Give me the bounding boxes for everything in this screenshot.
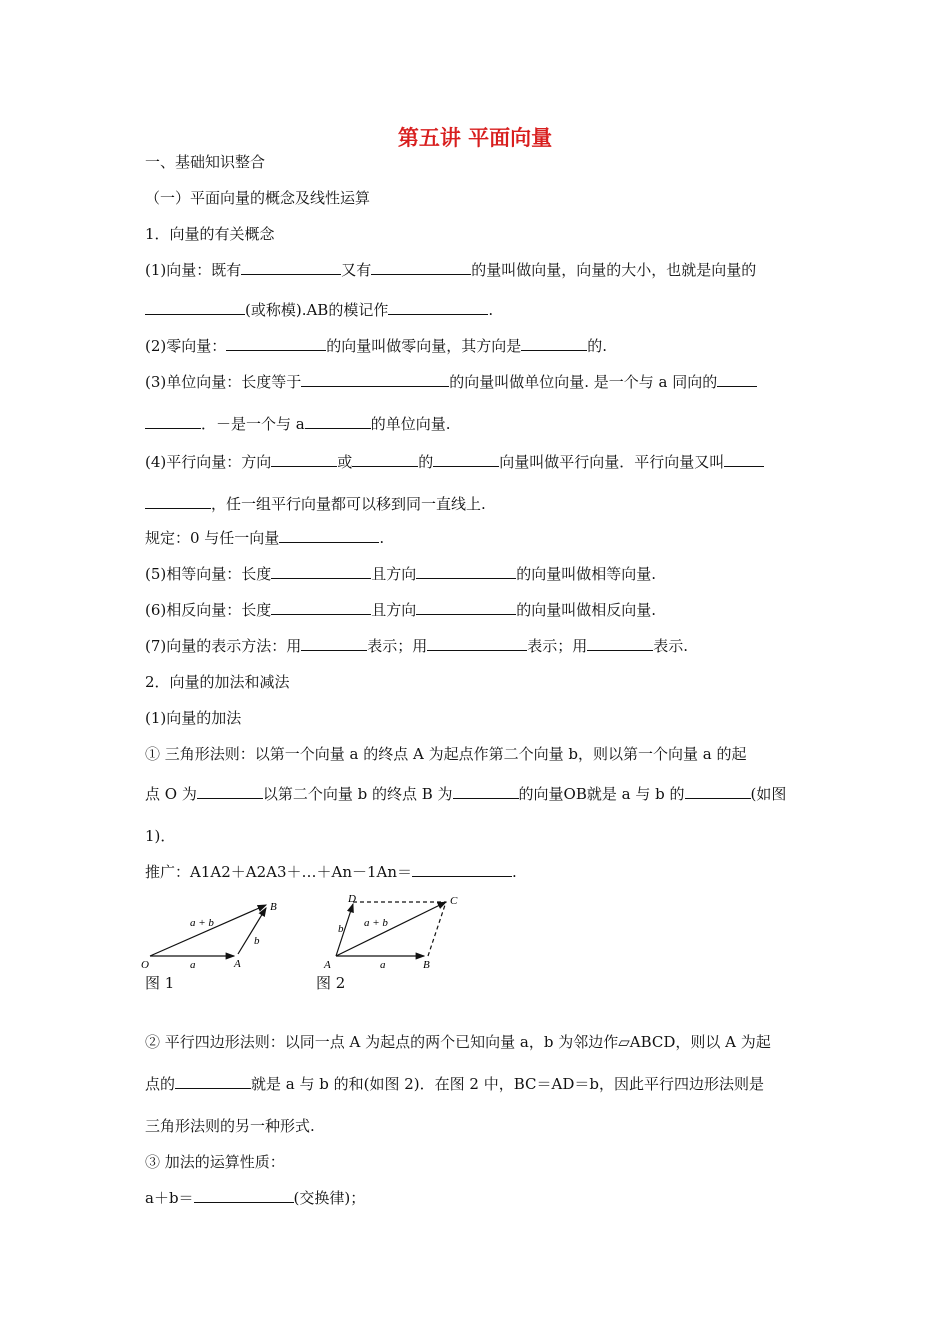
topic-heading (145, 224, 275, 244)
paragraph-triangle-rule (145, 744, 746, 764)
text: (交换律)； (293, 1189, 366, 1207)
paragraph-modulus (145, 300, 493, 320)
text: 规定：0 与任一向量 (145, 529, 280, 547)
paragraph-addition-properties (145, 1152, 285, 1172)
text: ③ 加法的运算性质： (145, 1153, 285, 1171)
text: 的向量叫做单位向量. 是一个与 a 同向的 (449, 373, 718, 391)
topic-heading-text: 2．向量的加法和减法 (145, 673, 290, 691)
vector-b-label: b (338, 923, 344, 935)
fill-blank[interactable] (194, 1188, 294, 1203)
text: 表示；用 (527, 637, 588, 655)
text: (6)相反向量：长度 (145, 601, 272, 619)
paragraph-parallel-vector (145, 452, 764, 472)
topic-heading-text: 1．向量的有关概念 (145, 225, 275, 243)
text: . (488, 301, 494, 319)
text: 点 O 为 (145, 785, 197, 803)
fill-blank[interactable] (197, 784, 263, 799)
paragraph-parallel-cont (145, 494, 486, 514)
point-D-label: D (348, 893, 356, 905)
text: 1)． (145, 827, 176, 845)
text: (2)零向量： (145, 337, 227, 355)
text: 且方向 (371, 565, 417, 583)
text: (1)向量：既有 (145, 261, 242, 279)
point-A-label: A (234, 958, 241, 970)
text: 点的 (145, 1075, 176, 1093)
fill-blank[interactable] (271, 600, 371, 615)
text: 的向量OB就是 a 与 b 的 (518, 785, 685, 803)
paragraph-parallelogram-rule (145, 1032, 771, 1052)
topic-heading-2 (145, 672, 290, 692)
figure-2-caption: 图 2 (316, 974, 346, 992)
paragraph-unit-vector (145, 372, 757, 392)
text: . (512, 863, 517, 881)
paragraph-opposite-vector (145, 600, 656, 620)
fill-blank[interactable] (145, 414, 201, 429)
vector-sum-arrow (150, 905, 266, 956)
fill-blank[interactable] (271, 564, 371, 579)
point-C-label: C (450, 895, 458, 907)
fill-blank[interactable] (453, 784, 519, 799)
paragraph-vector-def (145, 260, 756, 280)
text: 以第二个向量 b 的终点 B 为 (262, 785, 453, 803)
paragraph-zero-vector (145, 336, 607, 356)
fill-blank[interactable] (587, 636, 653, 651)
text: ② 平行四边形法则：以同一点 A 为起点的两个已知向量 a，b 为邻边作▱ABCD，则以 A 为起 (145, 1033, 771, 1051)
text: 的单位向量. (370, 415, 451, 433)
vector-b-label: b (254, 935, 260, 947)
text: 的向量叫做相反向量. (516, 601, 657, 619)
paragraph-parallelogram-cont (145, 1074, 764, 1094)
fill-blank[interactable] (412, 862, 512, 877)
fill-blank[interactable] (175, 1074, 251, 1089)
fill-blank[interactable] (271, 452, 337, 467)
fill-blank[interactable] (241, 260, 341, 275)
text: 的向量叫做零向量，其方向是 (326, 337, 522, 355)
paragraph-figure-ref (145, 826, 175, 846)
fill-blank[interactable] (433, 452, 499, 467)
text: . (379, 529, 385, 547)
text: 表示. (653, 637, 689, 655)
text: 又有 (341, 261, 372, 279)
point-B-label: B (423, 959, 430, 971)
text: 表示；用 (367, 637, 428, 655)
fill-blank[interactable] (352, 452, 418, 467)
vector-a-label: a (380, 959, 386, 971)
fill-blank[interactable] (416, 600, 516, 615)
fill-blank[interactable] (388, 300, 488, 315)
paragraph-parallelogram-end (145, 1116, 315, 1136)
text: ① 三角形法则：以第一个向量 a 的终点 A 为起点作第二个向量 b，则以第一个向量 a 的起 (145, 745, 747, 763)
fill-blank[interactable] (371, 260, 471, 275)
subsection-heading (145, 188, 370, 208)
text: (或称模).AB的模记作 (245, 301, 389, 319)
text: (4)平行向量：方向 (145, 453, 272, 471)
paragraph-addition (145, 708, 241, 728)
fill-blank[interactable] (305, 414, 371, 429)
text: a＋b＝ (145, 1189, 194, 1207)
paragraph-commutative (145, 1188, 365, 1208)
text: 三角形法则的另一种形式. (145, 1117, 315, 1135)
point-A-label: A (324, 959, 331, 971)
point-O-label: O (141, 959, 149, 971)
paragraph-rule (145, 528, 384, 548)
fill-blank[interactable] (416, 564, 516, 579)
point-B-label: B (270, 901, 277, 913)
vector-sum-label: a + b (364, 917, 388, 929)
paragraph-unit-vector-cont (145, 414, 451, 434)
fill-blank[interactable] (717, 372, 757, 387)
text: (5)相等向量：长度 (145, 565, 272, 583)
text: 或 (337, 453, 353, 471)
section-heading (145, 152, 265, 172)
text: 的量叫做向量，向量的大小，也就是向量的 (471, 261, 757, 279)
fill-blank[interactable] (145, 494, 211, 509)
vector-sum-label: a + b (190, 917, 214, 929)
text: (3)单位向量：长度等于 (145, 373, 302, 391)
vector-sum-arrow (336, 902, 446, 956)
text: 的. (587, 337, 608, 355)
paragraph-generalization (145, 862, 517, 882)
text: ，任一组平行向量都可以移到同一直线上. (211, 495, 486, 513)
text: 推广：A1A2＋A2A3＋…＋An－1An＝ (145, 863, 413, 881)
fill-blank[interactable] (145, 300, 245, 315)
paragraph-triangle-rule-cont (145, 784, 786, 804)
text: 且方向 (371, 601, 417, 619)
fill-blank[interactable] (279, 528, 379, 543)
paragraph-equal-vector (145, 564, 656, 584)
text: 的 (418, 453, 434, 471)
figure-2-parallelogram-rule (320, 888, 470, 974)
figure-1-caption: 图 1 (145, 974, 175, 992)
text: 就是 a 与 b 的和(如图 2)．在图 2 中，BC＝AD＝b，因此平行四边形法则是 (251, 1075, 764, 1093)
paragraph-representation (145, 636, 688, 656)
text: (如图 (750, 785, 787, 803)
text: ．－是一个与 a (201, 415, 305, 433)
text: 的向量叫做相等向量. (516, 565, 657, 583)
fill-blank[interactable] (521, 336, 587, 351)
subsection-heading-text: （一）平面向量的概念及线性运算 (145, 189, 371, 207)
fill-blank[interactable] (301, 636, 367, 651)
vector-a-label: a (190, 959, 196, 971)
fill-blank[interactable] (427, 636, 527, 651)
fill-blank[interactable] (301, 372, 449, 387)
text: (1)向量的加法 (145, 709, 242, 727)
text: (7)向量的表示方法：用 (145, 637, 302, 655)
fill-blank[interactable] (685, 784, 751, 799)
fill-blank[interactable] (226, 336, 326, 351)
figure-1-triangle-rule (138, 892, 288, 974)
text: 向量叫做平行向量．平行向量又叫 (499, 453, 725, 471)
page-title: 第五讲 平面向量 (397, 126, 553, 150)
fill-blank[interactable] (724, 452, 764, 467)
section-heading-text: 一、基础知识整合 (145, 153, 266, 171)
